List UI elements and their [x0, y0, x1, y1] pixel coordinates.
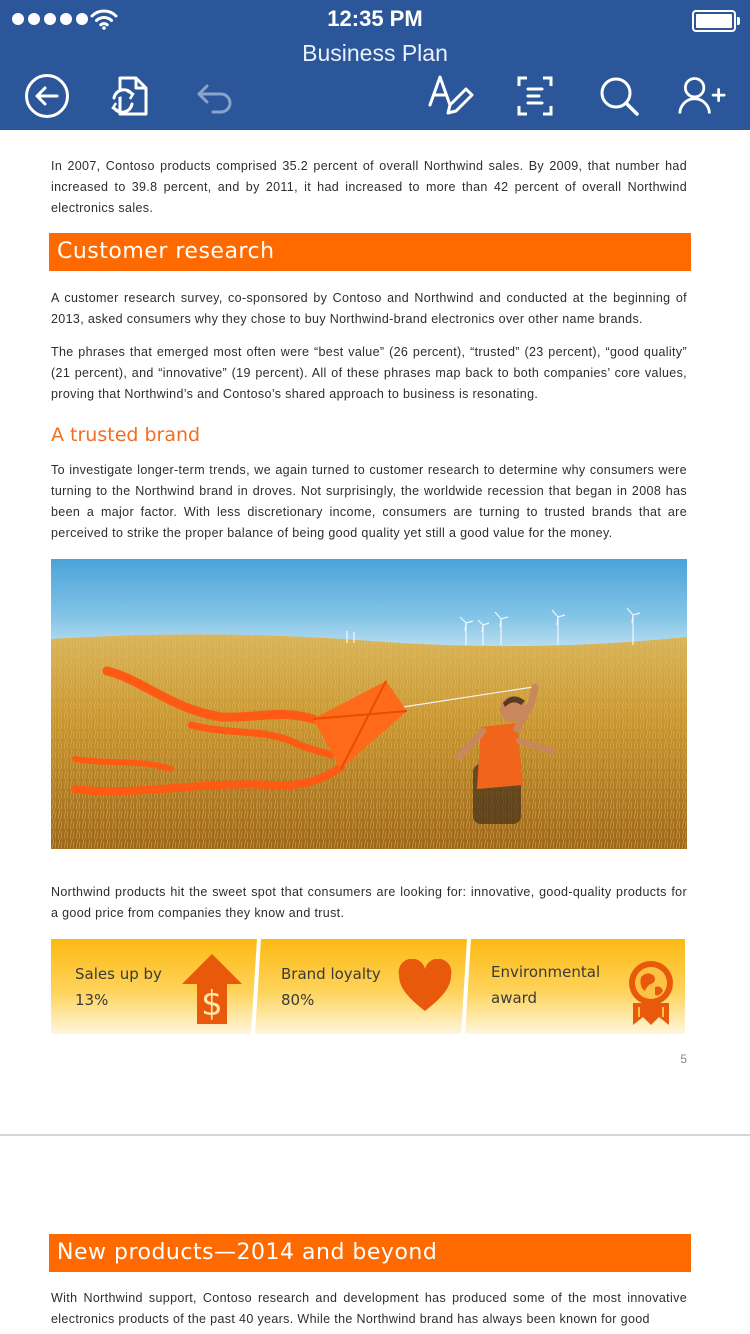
status-time: 12:35 PM	[327, 6, 423, 31]
file-sync-icon	[108, 74, 152, 118]
heart-icon	[397, 959, 453, 1013]
customer-research-block	[51, 288, 687, 405]
after-photo-block	[51, 882, 687, 924]
after-photo-paragraph: Northwind products hit the sweet spot that consumers are looking for: innovative, good-quality products for a good price from companies they know and trust.	[51, 885, 687, 920]
search-icon	[597, 74, 641, 118]
new-products-heading: New products—2014 and beyond	[49, 1234, 691, 1272]
reading-view-button[interactable]	[511, 72, 559, 120]
top-bar	[0, 0, 750, 130]
reading-view-icon	[515, 74, 555, 118]
trusted-brand-block	[51, 460, 687, 544]
add-person-icon	[678, 73, 726, 119]
intro-paragraph-block	[51, 156, 687, 219]
trusted-brand-paragraph: To investigate longer-term trends, we again turned to customer research to determine why consumers were turning to the Northwind brand in droves. Not surprisingly, the worldwide recession that began in 2008 has been a major factor. With less discretionary income, consumers are turning to trusted brands that are perceived to strike the proper balance of being good quality yet still a good value for the money.	[51, 463, 687, 540]
edit-button[interactable]	[426, 72, 474, 120]
stat-sales	[75, 961, 162, 1013]
trusted-brand-heading: A trusted brand	[51, 424, 201, 446]
stat-loyalty	[281, 961, 381, 1013]
stat-award	[491, 959, 600, 1011]
new-products-block	[51, 1288, 687, 1330]
stat-loyalty-title: Brand loyalty	[281, 965, 381, 983]
stat-award-title: Environmental	[491, 963, 601, 981]
undo-button[interactable]	[191, 72, 239, 120]
status-bar	[0, 0, 750, 40]
share-button[interactable]	[678, 72, 726, 120]
back-arrow-icon	[24, 73, 70, 119]
stat-award-value: award	[491, 989, 538, 1007]
document-title: Business Plan	[302, 40, 448, 66]
customer-research-paragraph-2: The phrases that emerged most often were “best value” (26 percent), “trusted” (23 percent), “good quality” (21 percent), and “innovative” (19 percent). All of these phrases map back to both companies’ core values, proving that Northwind’s and Contoso’s shared approach to business is resonating.	[51, 345, 687, 401]
intro-paragraph: In 2007, Contoso products comprised 35.2 percent of overall Northwind sales. By 2009, that number had increased to 39.8 percent, and by 2011, it had increased to more than 42 percent of overall Northwind electronics sales.	[51, 159, 687, 215]
stat-sales-title: Sales up by	[75, 965, 162, 983]
page-number: 5	[680, 1052, 687, 1066]
stats-strip	[51, 939, 687, 1034]
customer-research-heading: Customer research	[49, 233, 691, 271]
kite-field-illustration	[51, 559, 687, 849]
edit-text-icon	[426, 73, 474, 119]
new-products-paragraph: With Northwind support, Contoso research and development has produced some of the most innovative electronics products of the past 40 years. While the Northwind brand has always been known for good	[51, 1291, 687, 1326]
back-button[interactable]	[23, 72, 71, 120]
stat-loyalty-value: 80%	[281, 991, 315, 1009]
svg-text:$: $	[201, 984, 223, 1024]
customer-research-paragraph-1: A customer research survey, co-sponsored by Contoso and Northwind and conducted at the beginning of 2013, asked consumers why they chose to buy Northwind-brand electronics over other name brands.	[51, 291, 687, 326]
undo-icon	[193, 76, 237, 116]
search-button[interactable]	[595, 72, 643, 120]
globe-award-icon	[627, 959, 675, 1027]
file-sync-button[interactable]	[106, 72, 154, 120]
stat-sales-value: 13%	[75, 991, 109, 1009]
battery-icon	[692, 10, 736, 32]
page-break-divider	[0, 1134, 750, 1136]
dollar-arrow-icon	[180, 952, 244, 1026]
kite-field-photo	[51, 559, 687, 849]
